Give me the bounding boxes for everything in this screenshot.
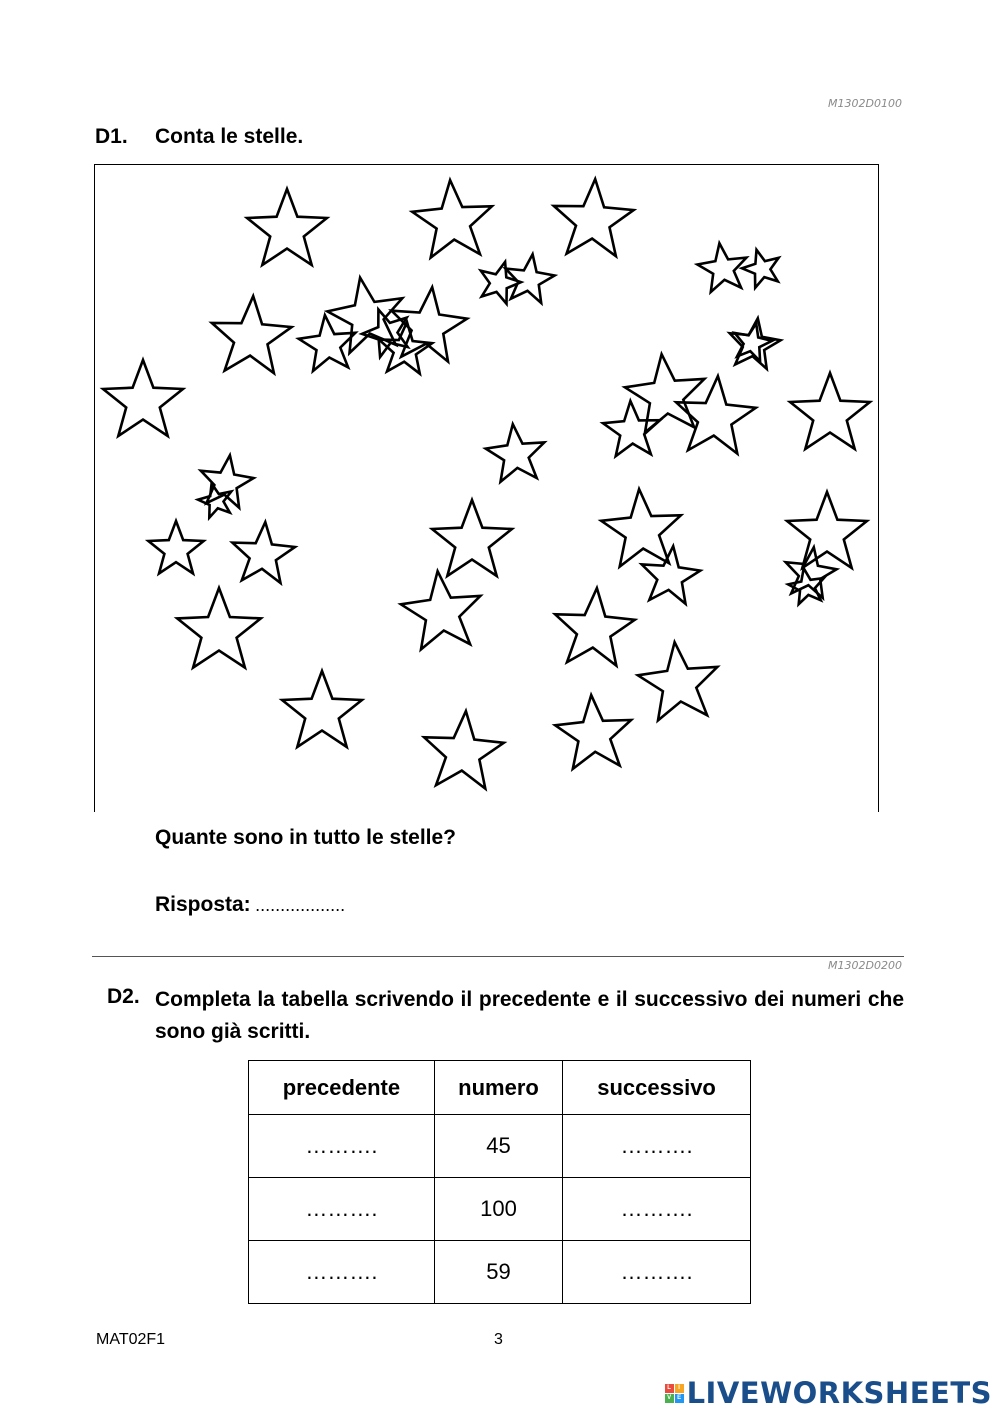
star-outline-icon — [555, 588, 635, 666]
question1-title: Conta le stelle. — [155, 125, 304, 148]
cell-precedente-blank[interactable]: ………. — [249, 1178, 435, 1241]
number-table — [248, 1060, 751, 1304]
star-outline-icon — [697, 243, 746, 292]
star-outline-icon — [787, 492, 867, 568]
answer-line — [155, 893, 345, 917]
question2-code: M1302D0200 — [828, 959, 902, 972]
logo-tile: V — [665, 1394, 674, 1403]
star-outline-icon — [432, 500, 512, 576]
header-precedente: precedente — [249, 1061, 435, 1115]
cell-precedente-blank[interactable]: ………. — [249, 1115, 435, 1178]
star-outline-icon — [625, 354, 705, 432]
star-outline-icon — [555, 695, 631, 769]
answer-blank[interactable]: .................. — [255, 895, 346, 915]
section-divider — [92, 956, 904, 957]
question1-code: M1302D0100 — [828, 97, 902, 110]
star-outline-icon — [177, 588, 261, 668]
cell-numero: 59 — [434, 1241, 562, 1304]
star-outline-icon — [554, 179, 634, 256]
star-outline-icon — [424, 711, 504, 789]
cell-successivo-blank[interactable]: ………. — [563, 1241, 751, 1304]
answer-label: Risposta: — [155, 893, 251, 916]
logo-tile: E — [675, 1394, 684, 1403]
cell-numero: 100 — [434, 1178, 562, 1241]
question1-prompt: Quante sono in tutto le stelle? — [155, 826, 457, 849]
stars-picture-frame — [94, 164, 879, 812]
star-outline-icon — [247, 189, 327, 265]
star-outline-icon — [786, 547, 837, 598]
cell-successivo-blank[interactable]: ………. — [563, 1178, 751, 1241]
question2-text: Completa la tabella scrivendo il precedente e il successivo dei numeri che sono già scritti. — [155, 988, 904, 1043]
star-outline-icon — [282, 671, 362, 747]
table-row — [249, 1115, 751, 1178]
table-row — [249, 1178, 751, 1241]
liveworksheets-brand — [665, 1376, 992, 1410]
header-successivo: successivo — [563, 1061, 751, 1115]
logo-tile: L — [665, 1384, 674, 1393]
star-outline-icon — [299, 315, 356, 371]
brand-name: LIVEWORKSHEETS — [686, 1376, 992, 1410]
cell-precedente-blank[interactable]: ………. — [249, 1241, 435, 1304]
liveworksheets-logo-icon — [665, 1384, 684, 1403]
star-outline-icon — [232, 522, 295, 583]
question1-number: D1. — [95, 125, 128, 148]
star-outline-icon — [148, 521, 203, 574]
star-outline-icon — [412, 180, 492, 258]
star-outline-icon — [212, 296, 292, 373]
star-outline-icon — [201, 455, 254, 507]
star-outline-icon — [642, 546, 701, 604]
table-header-row — [249, 1061, 751, 1115]
question2-number: D2. — [107, 985, 140, 1008]
star-outline-icon — [735, 323, 772, 361]
star-outline-icon — [603, 401, 660, 456]
star-outline-icon — [790, 373, 870, 449]
star-outline-icon — [638, 642, 718, 720]
star-outline-icon — [103, 360, 183, 436]
table-row — [249, 1241, 751, 1304]
cell-successivo-blank[interactable]: ………. — [563, 1115, 751, 1178]
footer-doc-id: MAT02F1 — [96, 1331, 166, 1348]
star-outline-icon — [676, 376, 756, 454]
stars-picture — [95, 165, 880, 813]
footer-page-number: 3 — [494, 1331, 503, 1348]
logo-tile: I — [675, 1384, 684, 1393]
star-outline-icon — [742, 250, 779, 288]
header-numero: numero — [434, 1061, 562, 1115]
star-outline-icon — [486, 424, 545, 482]
cell-numero: 45 — [434, 1115, 562, 1178]
star-outline-icon — [401, 571, 481, 649]
